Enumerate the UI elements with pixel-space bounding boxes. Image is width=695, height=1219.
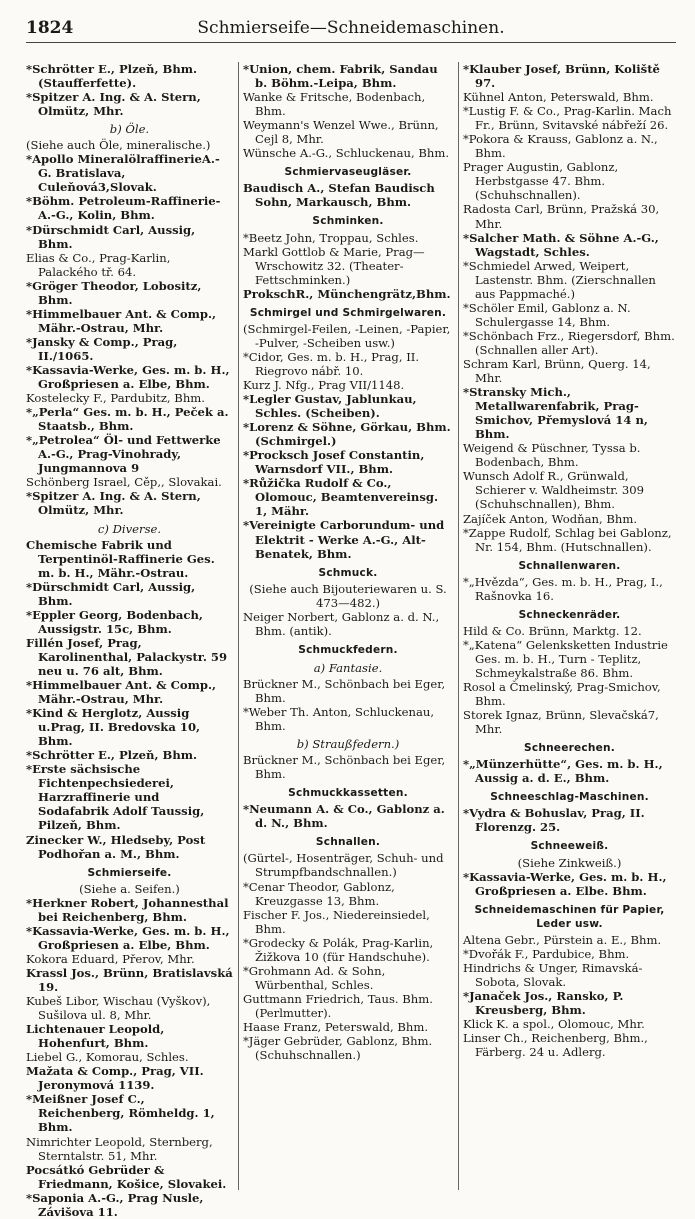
section-note: (Siehe a. Seifen.) — [79, 881, 180, 896]
directory-entry: (Gürtel-, Hosenträger, Schuh- und Strumpfbandschnallen.) — [243, 851, 444, 880]
section-heading: Schneeweiß. — [530, 840, 609, 853]
directory-entry: Guttmann Friedrich, Taus. Bhm. (Perlmutter). — [243, 991, 433, 1020]
directory-entry: Weymann's Wenzel Wwe., Brünn, Cejl 8, Mhr. — [243, 118, 439, 147]
directory-entry: *Böhm. Petroleum-Raffinerie-A.-G., Kolin, Bhm. — [26, 194, 221, 223]
section-heading: Schneerechen. — [524, 742, 615, 755]
directory-entry: Schram Karl, Brünn, Querg. 14, Mhr. — [463, 356, 651, 386]
directory-entry: *Procksch Josef Constantin, Warnsdorf VII., Bhm. — [243, 448, 425, 477]
directory-entry: Wanke & Fritsche, Bodenbach, Bhm. — [243, 90, 426, 119]
section-heading: Schnallen. — [315, 836, 381, 849]
directory-entry: *Vereinigte Carborundum- und Elektrit - Werke A.-G., Alt-Benatek, Bhm. — [243, 518, 445, 561]
directory-entry: Neiger Norbert, Gablonz a. d. N., Bhm. (antik). — [243, 609, 440, 638]
directory-entry: Markl Gottlob & Marie, Prag—Wrschowitz 32. (Theater-Fettschminken.) — [243, 244, 425, 287]
directory-entry: Kostelecky F., Pardubitz, Bhm. — [26, 391, 205, 406]
directory-entry: Altena Gebr., Pürstein a. E., Bhm. — [463, 932, 662, 947]
directory-entry: *„Katena“ Gelenksketten Industrie Ges. m. b. H., Turn - Teplitz, Schmeykalstraße 86. Bhm. — [463, 637, 668, 680]
running-title: Schmierseife—Schneidemaschinen. — [197, 18, 505, 38]
directory-entry: *Kassavia-Werke, Ges. m. b. H., Großpriesen a. Elbe, Bhm. — [26, 362, 230, 392]
directory-entry: Linser Ch., Reichenberg, Bhm., Färberg. 24 u. Adlerg. — [463, 1031, 648, 1060]
directory-entry: Schönberg Israel, Cěp,, Slovakai. — [26, 475, 222, 490]
directory-entry: *Schrötter E., Plzeň, Bhm. (Staufferfette). — [26, 62, 198, 91]
directory-entry: (Schmirgel-Feilen, -Leinen, -Papier, -Pulver, -Scheiben usw.) — [243, 321, 451, 350]
directory-entry: *Meißner Josef C., Reichenberg, Römheldg. 1, Bhm. — [26, 1092, 215, 1135]
directory-entry: *Zappe Rudolf, Schlag bei Gablonz, Nr. 154, Bhm. (Hutschnallen). — [463, 525, 672, 554]
section-note: (Siehe auch Bijouteriewaren u. S. 473—482.) — [249, 581, 447, 610]
section-heading: Schmiervaseugläser. — [284, 166, 412, 179]
directory-entry: Brückner M., Schönbach bei Eger, Bhm. — [243, 753, 446, 782]
directory-entry: *Gröger Theodor, Lobositz, Bhm. — [26, 278, 202, 307]
directory-entry: *Spitzer A. Ing. & A. Stern, Olmütz, Mhr. — [26, 90, 201, 119]
directory-entry: Zinecker W., Hledseby, Post Podhořan a. M., Bhm. — [26, 832, 206, 861]
directory-entry: Chemische Fabrik und Terpentinöl-Raffinerie Ges. m. b. H., Mähr.-Ostrau. — [26, 537, 215, 580]
directory-entry: Elias & Co., Prag-Karlin, Palackého tř. 64. — [26, 250, 171, 279]
section-heading: Schneckenräder. — [518, 608, 621, 621]
directory-entry: *„Petrolea“ Öl- und Fettwerke A.-G., Prag-Vinohrady, Jungmannova 9 — [26, 433, 221, 476]
directory-entry: *Kassavia-Werke, Ges. m. b. H., Großpriesen a. Elbe. Bhm. — [463, 869, 667, 898]
directory-entry: *Dvořák F., Pardubice, Bhm. — [463, 946, 630, 961]
directory-entry: Hindrichs & Unger, Rimavská-Sobota, Slovak. — [463, 960, 643, 989]
directory-entry: *Schrötter E., Plzeň, Bhm. — [26, 748, 198, 763]
directory-entry: Fischer F. Jos., Niedereinsiedel, Bhm. — [243, 907, 430, 936]
directory-entry: Baudisch A., Stefan Baudisch Sohn, Markausch, Bhm. — [243, 181, 435, 210]
column-right — [463, 62, 676, 1190]
section-heading: Schmierseife. — [87, 866, 172, 879]
directory-entry: *Schmiedel Arwed, Weipert, Lastenstr. Bhm. (Zierschnallen aus Pappmaché.) — [463, 258, 656, 301]
section-heading: Schmuck. — [318, 566, 378, 579]
directory-entry: *Stransky Mich., Metallwarenfabrik, Prag-Smichov, Přemyslová 14 n, Bhm. — [463, 385, 648, 442]
directory-entry: Lichtenauer Leopold, Hohenfurt, Bhm. — [26, 1022, 165, 1051]
directory-entry: *Saponia A.-G., Prag Nusle, Závišova 11. — [26, 1190, 204, 1219]
subsection-heading: a) Fantasie. — [313, 660, 383, 675]
directory-entry: (Siehe auch Öle, mineralische.) — [26, 138, 211, 153]
directory-entry: Nimrichter Leopold, Sternberg, Sterntalstr. 51, Mhr. — [26, 1134, 213, 1163]
directory-entry: *Kind & Herglotz, Aussig u.Prag, II. Bredovska 10, Bhm. — [26, 706, 201, 749]
section-heading: Schmuckkassetten. — [288, 787, 408, 800]
section-heading: Schneeschlag-Maschinen. — [490, 791, 649, 804]
section-heading: Schneidemaschinen für Papier, Leder usw. — [474, 903, 665, 930]
column-left — [26, 62, 233, 1219]
directory-entry: Klick K. a spol., Olomouc, Mhr. — [463, 1017, 645, 1032]
directory-entry: *Kassavia-Werke, Ges. m. b. H., Großpriesen a. Elbe, Bhm. — [26, 923, 230, 952]
directory-entry: *„Münzerhütte“, Ges. m. b. H., Aussig a. d. E., Bhm. — [463, 757, 663, 786]
section-heading: Schnallenwaren. — [518, 559, 621, 572]
directory-entry: *Jäger Gebrüder, Gablonz, Bhm. (Schuhschnallen.) — [243, 1034, 433, 1063]
directory-entry: *Cidor, Ges. m. b. H., Prag, II. Riegrovo nábř. 10. — [243, 349, 420, 378]
directory-entry: *Union, chem. Fabrik, Sandau b. Böhm.-Leipa, Bhm. — [243, 62, 438, 91]
directory-entry: Kühnel Anton, Peterswald, Bhm. — [463, 90, 654, 105]
directory-entry: Kurz J. Nfg., Prag VII/1148. — [243, 377, 405, 392]
directory-entry: *Klauber Josef, Brünn, Koliště 97. — [463, 62, 660, 91]
directory-entry: Wunsch Adolf R., Grünwald, Schierer v. Waldheimstr. 309 (Schuhschnallen), Bhm. — [463, 469, 645, 512]
directory-entry: *Jansky & Comp., Prag, II./1065. — [26, 334, 178, 363]
directory-entry: *Janaček Jos., Ransko, P. Kreusberg, Bhm. — [463, 988, 624, 1017]
page-number: 1824 — [26, 18, 74, 38]
directory-entry: Krassl Jos., Brünn, Bratislavská 19. — [26, 965, 233, 994]
directory-entry: *Legler Gustav, Jablunkau, Schles. (Scheiben). — [243, 392, 417, 421]
directory-entry: Brückner M., Schönbach bei Eger, Bhm. — [243, 676, 446, 705]
directory-entry: *Salcher Math. & Söhne A.-G., Wagstadt, Schles. — [463, 230, 659, 259]
directory-entry: *Lustig F. & Co., Prag-Karlin. Mach Fr., Brünn, Svitavské nábřeží 26. — [463, 104, 672, 133]
subsection-heading: b) Straußfedern.) — [296, 737, 400, 752]
directory-entry: *Beetz John, Troppau, Schles. — [243, 230, 419, 245]
directory-entry: *„Hvězda“, Ges. m. b. H., Prag, I., Rašnovka 16. — [463, 574, 663, 603]
directory-entry: *Herkner Robert, Johannesthal bei Reichenberg, Bhm. — [26, 895, 229, 924]
directory-entry: *Apollo MineralölraffinerieA.-G. Bratislava, Culeňová3,Slovak. — [26, 152, 220, 195]
column-divider — [458, 62, 459, 1190]
directory-entry: *Schöler Emil, Gablonz a. N. Schulergasse 14, Bhm. — [463, 300, 631, 329]
directory-entry: *Růžička Rudolf & Co., Olomouc, Beamtenvereinsg. 1, Mähr. — [243, 476, 439, 519]
directory-entry: *Schönbach Frz., Riegersdorf, Bhm. (Schnallen aller Art). — [463, 328, 675, 357]
directory-entry: ProkschR., Münchengrätz,Bhm. — [243, 286, 451, 301]
directory-entry: *Spitzer A. Ing. & A. Stern, Olmütz, Mhr. — [26, 489, 201, 518]
directory-entry: *Neumann A. & Co., Gablonz a. d. N., Bhm. — [243, 802, 445, 831]
directory-entry: Radosta Carl, Brünn, Pražská 30, Mhr. — [463, 202, 660, 231]
directory-entry: Mažata & Comp., Prag, VII. Jeronymová 1139. — [26, 1064, 204, 1093]
directory-entry: Storek Ignaz, Brünn, Slevačská7, Mhr. — [463, 708, 659, 737]
column-divider — [238, 62, 239, 1190]
directory-entry: *Cenar Theodor, Gablonz, Kreuzgasse 13, Bhm. — [243, 879, 395, 908]
section-heading: Schmirgel und Schmirgelwaren. — [249, 306, 447, 319]
column-middle — [243, 62, 453, 1190]
directory-entry: *Eppler Georg, Bodenbach, Aussigstr. 15c, Bhm. — [26, 607, 203, 636]
directory-entry: *Vydra & Bohuslav, Prag, II. Florenzg. 25. — [463, 806, 645, 835]
directory-entry: Weigend & Püschner, Tyssa b. Bodenbach, Bhm. — [463, 441, 641, 470]
directory-entry: *Dürschmidt Carl, Aussig, Bhm. — [26, 579, 196, 608]
directory-entry: Kubeš Libor, Wischau (Vyškov), Sušilova ul. 8, Mhr. — [26, 994, 211, 1023]
directory-entry: *Himmelbauer Ant. & Comp., Mähr.-Ostrau, Mhr. — [26, 678, 217, 707]
directory-entry: Fillén Josef, Prag, Karolinenthal, Palackystr. 59 neu u. 76 alt, Bhm. — [26, 635, 228, 678]
directory-entry: *Dürschmidt Carl, Aussig, Bhm. — [26, 222, 196, 251]
directory-entry: *Pokora & Krauss, Gablonz a. N., Bhm. — [463, 132, 658, 161]
directory-entry: Pocsátkó Gebrüder & Friedmann, Košice, Slovakei. — [26, 1162, 227, 1191]
directory-entry: *Himmelbauer Ant. & Comp., Mähr.-Ostrau, Mhr. — [26, 306, 217, 335]
subsection-heading: b) Öle. — [109, 122, 150, 137]
directory-entry: *Weber Th. Anton, Schluckenau, Bhm. — [243, 705, 435, 734]
directory-entry: Rosol a Čmelinský, Prag-Smichov, Bhm. — [463, 680, 661, 709]
directory-entry: Kokora Eduard, Přerov, Mhr. — [26, 951, 195, 966]
directory-entry: Hild & Co. Brünn, Marktg. 12. — [463, 623, 642, 638]
subsection-heading: c) Diverse. — [97, 521, 162, 536]
directory-entry: *„Perla“ Ges. m. b. H., Peček a. Staatsb., Bhm. — [26, 405, 229, 434]
directory-entry: Haase Franz, Peterswald, Bhm. — [243, 1020, 429, 1034]
directory-entry: Liebel G., Komorau, Schles. — [26, 1050, 189, 1065]
directory-entry: *Grodecky & Polák, Prag-Karlin, Žižkova 10 (für Handschuhe). — [243, 935, 434, 964]
directory-entry: Prager Augustin, Gablonz, Herbstgasse 47. Bhm. (Schuhschnallen). — [463, 160, 619, 203]
directory-entry: *Lorenz & Söhne, Görkau, Bhm. (Schmirgel.) — [243, 420, 451, 449]
directory-entry: *Grohmann Ad. & Sohn, Würbenthal, Schles. — [243, 963, 386, 992]
directory-entry: *Erste sächsische Fichtenpechsiederei, Harzraffinerie und Sodafabrik Adolf Taussig, Pilzeň, Bhm. — [26, 762, 205, 833]
section-heading: Schminken. — [312, 215, 384, 228]
section-heading: Schmuckfedern. — [298, 643, 398, 656]
page-header — [26, 14, 676, 43]
section-note: (Siehe Zinkweiß.) — [517, 855, 622, 870]
directory-entry: Zajíček Anton, Wodňan, Bhm. — [463, 511, 638, 526]
directory-entry: Wünsche A.-G., Schluckenau, Bhm. — [243, 146, 450, 161]
